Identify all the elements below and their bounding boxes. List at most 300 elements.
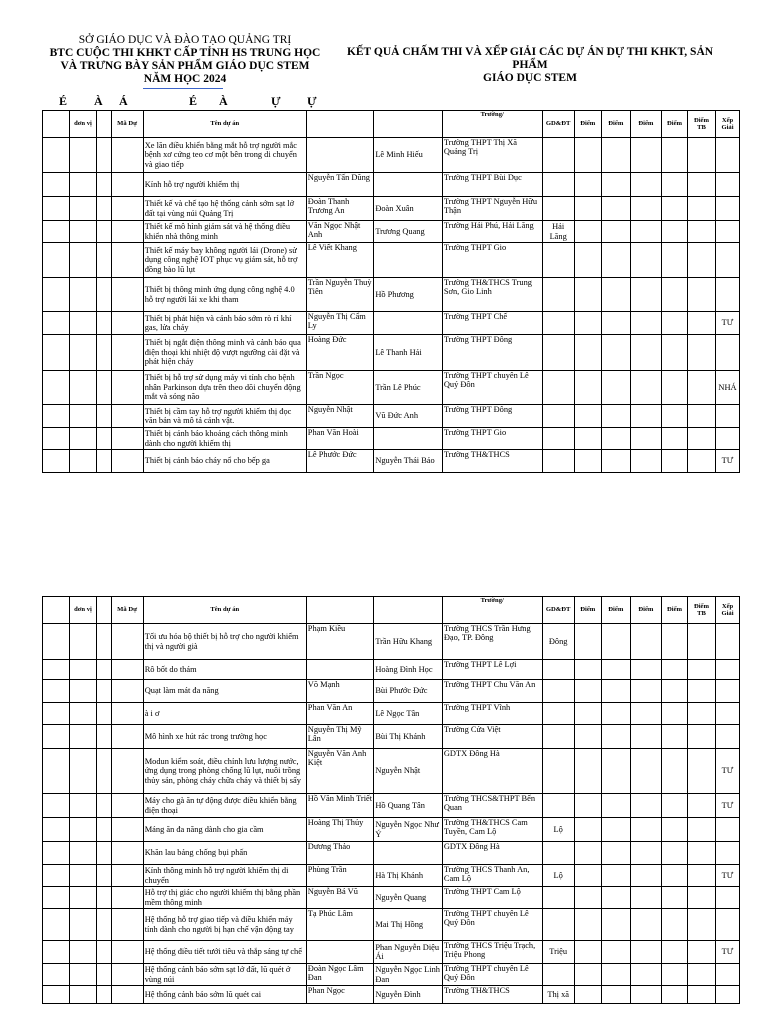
author-2: Vũ Đức Anh bbox=[374, 405, 443, 428]
author-1: Tạ Phúc Lâm bbox=[306, 909, 374, 941]
empty-cell bbox=[43, 335, 70, 371]
empty-cell bbox=[111, 243, 143, 278]
school-name: Trường Hải Phú, Hải Lăng bbox=[442, 221, 542, 243]
empty-cell bbox=[687, 909, 715, 941]
document-title-line-2: GIÁO DỤC STEM bbox=[483, 72, 577, 84]
committee-name-2: VÀ TRƯNG BÀY SẢN PHẨM GIÁO DỤC STEM bbox=[60, 60, 310, 72]
department-cell: Triệu bbox=[542, 941, 574, 964]
author-1: Hoàng Đức bbox=[306, 335, 374, 371]
award-cell: TƯ bbox=[715, 749, 739, 794]
school-name: Trường THPT Vĩnh bbox=[442, 703, 542, 725]
empty-cell bbox=[111, 624, 143, 660]
empty-cell bbox=[97, 986, 112, 1004]
empty-cell bbox=[97, 335, 112, 371]
author-1: Nguyễn Nhật bbox=[306, 405, 374, 428]
school-name: Trường TH&THCS Cam Tuyền, Cam Lộ bbox=[442, 818, 542, 842]
empty-cell bbox=[687, 703, 715, 725]
empty-cell bbox=[601, 725, 630, 749]
department-cell bbox=[542, 173, 574, 197]
garbled-char: Á bbox=[119, 94, 128, 108]
table-row bbox=[43, 703, 740, 725]
author-1: Nguyễn Thị Cẩm Ly bbox=[306, 312, 374, 335]
empty-cell bbox=[601, 278, 630, 312]
table-header-row bbox=[43, 111, 740, 138]
empty-cell bbox=[687, 749, 715, 794]
empty-cell bbox=[687, 428, 715, 450]
garbled-char: É bbox=[189, 94, 198, 108]
project-name: Xe lăn điều khiển bằng mắt hỗ trợ người mắc bệnh xơ cứng teo cơ một bên trong di chuyển và giao tiếp bbox=[143, 138, 306, 173]
empty-cell bbox=[111, 909, 143, 941]
empty-cell bbox=[630, 703, 661, 725]
empty-cell bbox=[43, 221, 70, 243]
empty-cell bbox=[111, 749, 143, 794]
empty-cell bbox=[111, 941, 143, 964]
project-name: Hệ thống cảnh báo sớm sạt lở đất, lũ quét ở vùng núi bbox=[143, 964, 306, 986]
column-header: Tên dự án bbox=[143, 597, 306, 624]
award-cell bbox=[715, 703, 739, 725]
empty-cell bbox=[630, 818, 661, 842]
award-cell: TƯ bbox=[715, 312, 739, 335]
empty-cell bbox=[687, 725, 715, 749]
school-name: Trường TH&THCS Trung Sơn, Gio Linh bbox=[442, 278, 542, 312]
empty-cell bbox=[111, 887, 143, 909]
award-cell bbox=[715, 909, 739, 941]
empty-cell bbox=[43, 173, 70, 197]
empty-cell bbox=[662, 842, 688, 865]
empty-cell bbox=[601, 941, 630, 964]
document-title-line-1: KẾT QUẢ CHẤM THI VÀ XẾP GIẢI CÁC DỰ ÁN DỰ THI KHKT, SẢN PHẨM bbox=[346, 46, 714, 71]
project-name: Kính thông minh hỗ trợ người khiếm thị di chuyển bbox=[143, 865, 306, 887]
empty-cell bbox=[111, 278, 143, 312]
empty-cell bbox=[601, 371, 630, 405]
empty-cell bbox=[601, 624, 630, 660]
empty-cell bbox=[111, 197, 143, 221]
empty-cell bbox=[97, 371, 112, 405]
empty-cell bbox=[601, 887, 630, 909]
empty-cell bbox=[630, 887, 661, 909]
garbled-char: Ự bbox=[271, 94, 281, 108]
empty-cell bbox=[70, 909, 97, 941]
empty-cell bbox=[574, 221, 601, 243]
empty-cell bbox=[97, 680, 112, 703]
empty-cell bbox=[630, 312, 661, 335]
author-2: Nguyễn Nhật bbox=[374, 749, 443, 794]
table-row bbox=[43, 450, 740, 473]
empty-cell bbox=[43, 405, 70, 428]
empty-cell bbox=[574, 405, 601, 428]
empty-cell bbox=[630, 173, 661, 197]
author-1 bbox=[306, 138, 374, 173]
author-2: Nguyễn Ngọc Linh Đan bbox=[374, 964, 443, 986]
empty-cell bbox=[687, 818, 715, 842]
empty-cell bbox=[43, 749, 70, 794]
empty-cell bbox=[111, 842, 143, 865]
school-name: Trường THPT Đông bbox=[442, 405, 542, 428]
school-name: Trường TH&THCS bbox=[442, 986, 542, 1004]
empty-cell bbox=[630, 624, 661, 660]
empty-cell bbox=[601, 428, 630, 450]
empty-cell bbox=[662, 624, 688, 660]
column-header: Điểm bbox=[630, 111, 661, 138]
table-row bbox=[43, 887, 740, 909]
empty-cell bbox=[97, 909, 112, 941]
empty-cell bbox=[601, 986, 630, 1004]
empty-cell bbox=[574, 725, 601, 749]
column-header bbox=[306, 111, 374, 138]
empty-cell bbox=[97, 842, 112, 865]
table-row bbox=[43, 909, 740, 941]
award-cell: TƯ bbox=[715, 450, 739, 473]
empty-cell bbox=[630, 842, 661, 865]
award-cell bbox=[715, 725, 739, 749]
empty-cell bbox=[601, 818, 630, 842]
school-name: Trường THCS Triệu Trạch, Triệu Phong bbox=[442, 941, 542, 964]
empty-cell bbox=[70, 371, 97, 405]
empty-cell bbox=[687, 371, 715, 405]
project-name: Rô bốt do thám bbox=[143, 660, 306, 680]
column-header bbox=[43, 111, 70, 138]
author-1: Lê Phước Đức bbox=[306, 450, 374, 473]
results-table-2 bbox=[42, 596, 740, 1004]
empty-cell bbox=[630, 221, 661, 243]
empty-cell bbox=[43, 794, 70, 818]
results-table-1 bbox=[42, 110, 740, 473]
empty-cell bbox=[630, 428, 661, 450]
empty-cell bbox=[630, 964, 661, 986]
column-header: Điểm TB bbox=[687, 597, 715, 624]
empty-cell bbox=[97, 725, 112, 749]
author-1: Nguyễn Văn Anh Kiệt bbox=[306, 749, 374, 794]
empty-cell bbox=[687, 964, 715, 986]
empty-cell bbox=[574, 842, 601, 865]
school-name: Trường THCS&THPT Bến Quan bbox=[442, 794, 542, 818]
empty-cell bbox=[687, 197, 715, 221]
empty-cell bbox=[687, 842, 715, 865]
table-row bbox=[43, 941, 740, 964]
empty-cell bbox=[574, 794, 601, 818]
empty-cell bbox=[111, 794, 143, 818]
empty-cell bbox=[43, 680, 70, 703]
department-cell bbox=[542, 842, 574, 865]
department-name: SỞ GIÁO DỤC VÀ ĐÀO TẠO QUẢNG TRỊ bbox=[78, 34, 292, 46]
table-header-row bbox=[43, 597, 740, 624]
department-cell bbox=[542, 405, 574, 428]
empty-cell bbox=[662, 312, 688, 335]
column-header: Trường/ bbox=[442, 111, 542, 138]
table-row bbox=[43, 986, 740, 1004]
department-cell: Thị xã bbox=[542, 986, 574, 1004]
empty-cell bbox=[662, 909, 688, 941]
author-1: Nguyễn Thị Mỹ Lân bbox=[306, 725, 374, 749]
empty-cell bbox=[70, 312, 97, 335]
author-2: Trần Lê Phúc bbox=[374, 371, 443, 405]
award-cell: TƯ bbox=[715, 941, 739, 964]
table-row bbox=[43, 335, 740, 371]
school-name: Trường THCS Thanh An, Cam Lộ bbox=[442, 865, 542, 887]
empty-cell bbox=[70, 450, 97, 473]
empty-cell bbox=[70, 887, 97, 909]
school-name: Trường THPT Thị Xã Quảng Trị bbox=[442, 138, 542, 173]
column-header bbox=[97, 597, 112, 624]
author-1: Phan Ngọc bbox=[306, 986, 374, 1004]
department-cell bbox=[542, 887, 574, 909]
empty-cell bbox=[662, 138, 688, 173]
table-row bbox=[43, 624, 740, 660]
empty-cell bbox=[70, 794, 97, 818]
column-header: Điểm bbox=[574, 111, 601, 138]
empty-cell bbox=[630, 749, 661, 794]
empty-cell bbox=[574, 335, 601, 371]
author-2: Nguyễn Ngọc Như Ý bbox=[374, 818, 443, 842]
school-name: Trường THPT Đông bbox=[442, 335, 542, 371]
column-header: Điểm bbox=[601, 597, 630, 624]
project-name: Hệ thống hỗ trợ giao tiếp và điều khiển máy tính dành cho người bị hạn chế vận động tay bbox=[143, 909, 306, 941]
school-name: Trường THPT Cam Lộ bbox=[442, 887, 542, 909]
empty-cell bbox=[70, 221, 97, 243]
project-name: Thiết bị ngắt điện thông minh và cảnh báo qua điện thoại khi nhiệt độ vượt ngưỡng cài đặt và phát hiện cháy bbox=[143, 335, 306, 371]
table-row bbox=[43, 138, 740, 173]
column-header: Điểm bbox=[601, 111, 630, 138]
empty-cell bbox=[111, 725, 143, 749]
author-1: Phùng Trần bbox=[306, 865, 374, 887]
author-1 bbox=[306, 941, 374, 964]
column-header: Mã Dự bbox=[111, 111, 143, 138]
author-2: Hoàng Đình Học bbox=[374, 660, 443, 680]
empty-cell bbox=[630, 371, 661, 405]
empty-cell bbox=[601, 335, 630, 371]
committee-name: BTC CUỘC THI KHKT CẤP TỈNH HS TRUNG HỌC bbox=[49, 47, 321, 59]
empty-cell bbox=[43, 243, 70, 278]
project-name: Quạt làm mát đa năng bbox=[143, 680, 306, 703]
empty-cell bbox=[111, 680, 143, 703]
column-header bbox=[97, 111, 112, 138]
award-cell: TƯ bbox=[715, 865, 739, 887]
empty-cell bbox=[97, 941, 112, 964]
empty-cell bbox=[687, 173, 715, 197]
empty-cell bbox=[43, 428, 70, 450]
author-1: Trần Nguyễn Thuỳ Tiên bbox=[306, 278, 374, 312]
empty-cell bbox=[574, 243, 601, 278]
empty-cell bbox=[662, 243, 688, 278]
table-row bbox=[43, 842, 740, 865]
project-name: Modun kiểm soát, điều chỉnh lưu lượng nước, ứng dụng trong phòng chống lũ lụt, nuôi trồng thủy sản, phòng cháy chữa cháy và thiết bị sấy bbox=[143, 749, 306, 794]
department-cell bbox=[542, 450, 574, 473]
empty-cell bbox=[630, 865, 661, 887]
empty-cell bbox=[111, 405, 143, 428]
empty-cell bbox=[662, 405, 688, 428]
empty-cell bbox=[601, 794, 630, 818]
empty-cell bbox=[43, 725, 70, 749]
project-name: Thiết kế máy bay không người lái (Drone) sử dụng công nghệ IOT phục vụ giám sát, hỗ trợ đồng bào lũ lụt bbox=[143, 243, 306, 278]
award-cell bbox=[715, 660, 739, 680]
empty-cell bbox=[574, 278, 601, 312]
column-header: Điểm bbox=[662, 111, 688, 138]
empty-cell bbox=[662, 794, 688, 818]
award-cell bbox=[715, 405, 739, 428]
author-2: Nguyễn Đình bbox=[374, 986, 443, 1004]
school-year: NĂM HỌC 2024 bbox=[143, 73, 227, 85]
empty-cell bbox=[111, 173, 143, 197]
department-cell bbox=[542, 197, 574, 221]
author-2: Trương Quang bbox=[374, 221, 443, 243]
department-cell bbox=[542, 278, 574, 312]
empty-cell bbox=[97, 428, 112, 450]
department-cell: Lộ bbox=[542, 818, 574, 842]
award-cell bbox=[715, 428, 739, 450]
empty-cell bbox=[70, 138, 97, 173]
empty-cell bbox=[687, 221, 715, 243]
empty-cell bbox=[97, 173, 112, 197]
empty-cell bbox=[97, 405, 112, 428]
column-header: đơn vị bbox=[70, 597, 97, 624]
author-1: Văn Ngọc Nhật Anh bbox=[306, 221, 374, 243]
author-2: Trần Hữu Khang bbox=[374, 624, 443, 660]
empty-cell bbox=[662, 680, 688, 703]
department-cell bbox=[542, 749, 574, 794]
school-name: Trường THPT chuyên Lê Quý Đôn bbox=[442, 909, 542, 941]
table-row bbox=[43, 794, 740, 818]
empty-cell bbox=[601, 197, 630, 221]
empty-cell bbox=[662, 335, 688, 371]
project-name: Thiết bị cảnh báo cháy nổ cho bếp ga bbox=[143, 450, 306, 473]
empty-cell bbox=[111, 660, 143, 680]
department-cell bbox=[542, 964, 574, 986]
empty-cell bbox=[43, 278, 70, 312]
empty-cell bbox=[111, 312, 143, 335]
empty-cell bbox=[111, 986, 143, 1004]
empty-cell bbox=[601, 450, 630, 473]
author-1: Đoàn Thanh Trương An bbox=[306, 197, 374, 221]
table-row bbox=[43, 818, 740, 842]
column-header: Điểm bbox=[574, 597, 601, 624]
empty-cell bbox=[574, 909, 601, 941]
empty-cell bbox=[43, 450, 70, 473]
empty-cell bbox=[687, 405, 715, 428]
empty-cell bbox=[630, 278, 661, 312]
empty-cell bbox=[601, 842, 630, 865]
column-header: Trường/ bbox=[442, 597, 542, 624]
empty-cell bbox=[111, 428, 143, 450]
project-name: Thiết kế mô hình giám sát và hệ thống điều khiển nhà thông minh bbox=[143, 221, 306, 243]
empty-cell bbox=[687, 865, 715, 887]
empty-cell bbox=[662, 428, 688, 450]
empty-cell bbox=[43, 312, 70, 335]
department-cell bbox=[542, 243, 574, 278]
project-name: Thiết kế và chế tạo hệ thống cảnh sớm sạt lở đất tại vùng núi Quảng Trị bbox=[143, 197, 306, 221]
table-row bbox=[43, 197, 740, 221]
table-row bbox=[43, 725, 740, 749]
award-cell bbox=[715, 818, 739, 842]
empty-cell bbox=[662, 197, 688, 221]
empty-cell bbox=[662, 749, 688, 794]
school-name: Trường THPT Lê Lợi bbox=[442, 660, 542, 680]
empty-cell bbox=[687, 941, 715, 964]
empty-cell bbox=[601, 865, 630, 887]
project-name: Thiết bị cầm tay hỗ trợ người khiếm thị đọc văn bản và mô tả cảnh vật. bbox=[143, 405, 306, 428]
empty-cell bbox=[662, 173, 688, 197]
project-name: Thiết bị hỗ trợ sử dụng máy vi tính cho bệnh nhân Parkinson dựa trên theo dõi chuyển động mắt và sóng não bbox=[143, 371, 306, 405]
empty-cell bbox=[43, 986, 70, 1004]
column-header: Xếp Giải bbox=[715, 597, 739, 624]
table-row bbox=[43, 278, 740, 312]
award-cell bbox=[715, 243, 739, 278]
department-cell bbox=[542, 138, 574, 173]
table-row bbox=[43, 371, 740, 405]
empty-cell bbox=[70, 964, 97, 986]
author-1: Nguyễn Bá Vũ bbox=[306, 887, 374, 909]
award-cell bbox=[715, 680, 739, 703]
empty-cell bbox=[97, 703, 112, 725]
empty-cell bbox=[70, 405, 97, 428]
empty-cell bbox=[630, 986, 661, 1004]
project-name: Mô hình xe hút rác trong trường học bbox=[143, 725, 306, 749]
header-underline bbox=[143, 88, 223, 89]
department-cell bbox=[542, 680, 574, 703]
column-header: GD&ĐT bbox=[542, 111, 574, 138]
column-header bbox=[43, 597, 70, 624]
empty-cell bbox=[574, 749, 601, 794]
empty-cell bbox=[111, 221, 143, 243]
table-row bbox=[43, 865, 740, 887]
empty-cell bbox=[574, 680, 601, 703]
empty-cell bbox=[70, 986, 97, 1004]
empty-cell bbox=[111, 371, 143, 405]
empty-cell bbox=[630, 909, 661, 941]
empty-cell bbox=[97, 660, 112, 680]
empty-cell bbox=[662, 371, 688, 405]
empty-cell bbox=[97, 221, 112, 243]
empty-cell bbox=[687, 450, 715, 473]
department-cell bbox=[542, 371, 574, 405]
empty-cell bbox=[97, 818, 112, 842]
empty-cell bbox=[70, 243, 97, 278]
empty-cell bbox=[662, 986, 688, 1004]
column-header: Điểm bbox=[662, 597, 688, 624]
empty-cell bbox=[601, 221, 630, 243]
author-2: Nguyễn Quang bbox=[374, 887, 443, 909]
document-title bbox=[330, 46, 730, 85]
author-1: Trần Ngọc bbox=[306, 371, 374, 405]
project-name: Máng ăn đa năng dành cho gia cầm bbox=[143, 818, 306, 842]
empty-cell bbox=[70, 197, 97, 221]
project-name: Tối ưu hóa bộ thiết bị hỗ trợ cho người khiếm thị và người già bbox=[143, 624, 306, 660]
author-2: Hồ Quang Tân bbox=[374, 794, 443, 818]
author-2: Lê Ngọc Tân bbox=[374, 703, 443, 725]
author-2: Phan Nguyễn Diệu Ái bbox=[374, 941, 443, 964]
empty-cell bbox=[97, 138, 112, 173]
table-row bbox=[43, 749, 740, 794]
table-row bbox=[43, 221, 740, 243]
empty-cell bbox=[687, 986, 715, 1004]
empty-cell bbox=[662, 278, 688, 312]
empty-cell bbox=[574, 312, 601, 335]
empty-cell bbox=[70, 842, 97, 865]
empty-cell bbox=[662, 221, 688, 243]
column-header bbox=[374, 597, 443, 624]
award-cell bbox=[715, 173, 739, 197]
author-2: Đoàn Xuân bbox=[374, 197, 443, 221]
empty-cell bbox=[601, 909, 630, 941]
empty-cell bbox=[574, 964, 601, 986]
empty-cell bbox=[574, 371, 601, 405]
empty-cell bbox=[662, 887, 688, 909]
empty-cell bbox=[97, 312, 112, 335]
table-row bbox=[43, 680, 740, 703]
garbled-char: É bbox=[59, 94, 68, 108]
empty-cell bbox=[43, 818, 70, 842]
award-cell: TƯ bbox=[715, 794, 739, 818]
empty-cell bbox=[111, 450, 143, 473]
